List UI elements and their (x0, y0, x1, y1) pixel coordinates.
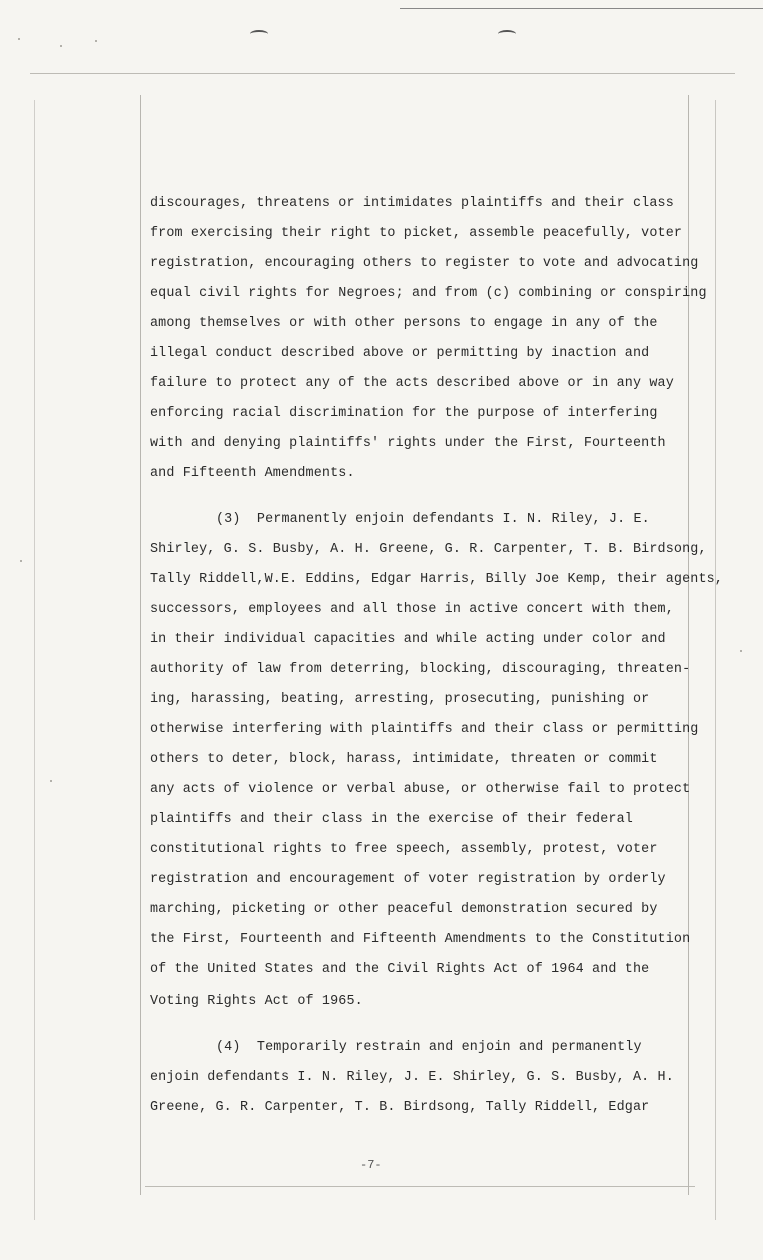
text-line: Greene, G. R. Carpenter, T. B. Birdsong, Tally Riddell, Edgar (150, 1100, 650, 1115)
paragraph-3-start: (3) Permanently enjoin defendants I. N. Riley, J. E. (216, 512, 650, 527)
text-line: Tally Riddell,W.E. Eddins, Edgar Harris, Billy Joe Kemp, their agents, (150, 572, 723, 587)
text-line: enforcing racial discrimination for the purpose of interfering (150, 406, 658, 421)
left-margin-line-2 (34, 100, 35, 1220)
text-line: enjoin defendants I. N. Riley, J. E. Shirley, G. S. Busby, A. H. (150, 1070, 674, 1085)
text-line: Voting Rights Act of 1965. (150, 994, 363, 1009)
text-line: the First, Fourteenth and Fifteenth Amendments to the Constitution (150, 932, 691, 947)
text-line: failure to protect any of the acts described above or in any way (150, 376, 674, 391)
text-line: otherwise interfering with plaintiffs and their class or permitting (150, 722, 699, 737)
right-margin-line-2 (715, 100, 716, 1220)
speck (740, 650, 742, 652)
top-scan-line (30, 73, 735, 74)
top-mark-left (250, 30, 268, 38)
page-number: -7- (360, 1158, 382, 1172)
left-margin-line (140, 95, 141, 1195)
text-line: ing, harassing, beating, arresting, prosecuting, punishing or (150, 692, 650, 707)
text-line: Shirley, G. S. Busby, A. H. Greene, G. R. Carpenter, T. B. Birdsong, (150, 542, 707, 557)
text-line: of the United States and the Civil Rights Act of 1964 and the (150, 962, 650, 977)
text-line: from exercising their right to picket, assemble peacefully, voter (150, 226, 683, 241)
speck (50, 780, 52, 782)
text-line: discourages, threatens or intimidates plaintiffs and their class (150, 196, 674, 211)
text-line: marching, picketing or other peaceful demonstration secured by (150, 902, 658, 917)
top-border-line (400, 8, 763, 9)
speck (20, 560, 22, 562)
speck (95, 40, 97, 42)
text-line: constitutional rights to free speech, assembly, protest, voter (150, 842, 658, 857)
text-line: and Fifteenth Amendments. (150, 466, 355, 481)
text-line: plaintiffs and their class in the exercise of their federal (150, 812, 633, 827)
text-line: any acts of violence or verbal abuse, or otherwise fail to protect (150, 782, 691, 797)
speck (18, 38, 20, 40)
text-line: with and denying plaintiffs' rights under the First, Fourteenth (150, 436, 666, 451)
text-line: in their individual capacities and while acting under color and (150, 632, 666, 647)
text-line: authority of law from deterring, blocking, discouraging, threaten- (150, 662, 691, 677)
bottom-scan-line (145, 1186, 695, 1187)
paragraph-4-start: (4) Temporarily restrain and enjoin and permanently (216, 1040, 642, 1055)
text-line: registration and encouragement of voter registration by orderly (150, 872, 666, 887)
text-line: among themselves or with other persons to engage in any of the (150, 316, 658, 331)
speck (60, 45, 62, 47)
text-line: registration, encouraging others to register to vote and advocating (150, 256, 699, 271)
text-line: successors, employees and all those in active concert with them, (150, 602, 674, 617)
text-line: others to deter, block, harass, intimidate, threaten or commit (150, 752, 658, 767)
text-line: illegal conduct described above or permitting by inaction and (150, 346, 650, 361)
text-line: equal civil rights for Negroes; and from (c) combining or conspiring (150, 286, 707, 301)
top-mark-right (498, 30, 516, 38)
